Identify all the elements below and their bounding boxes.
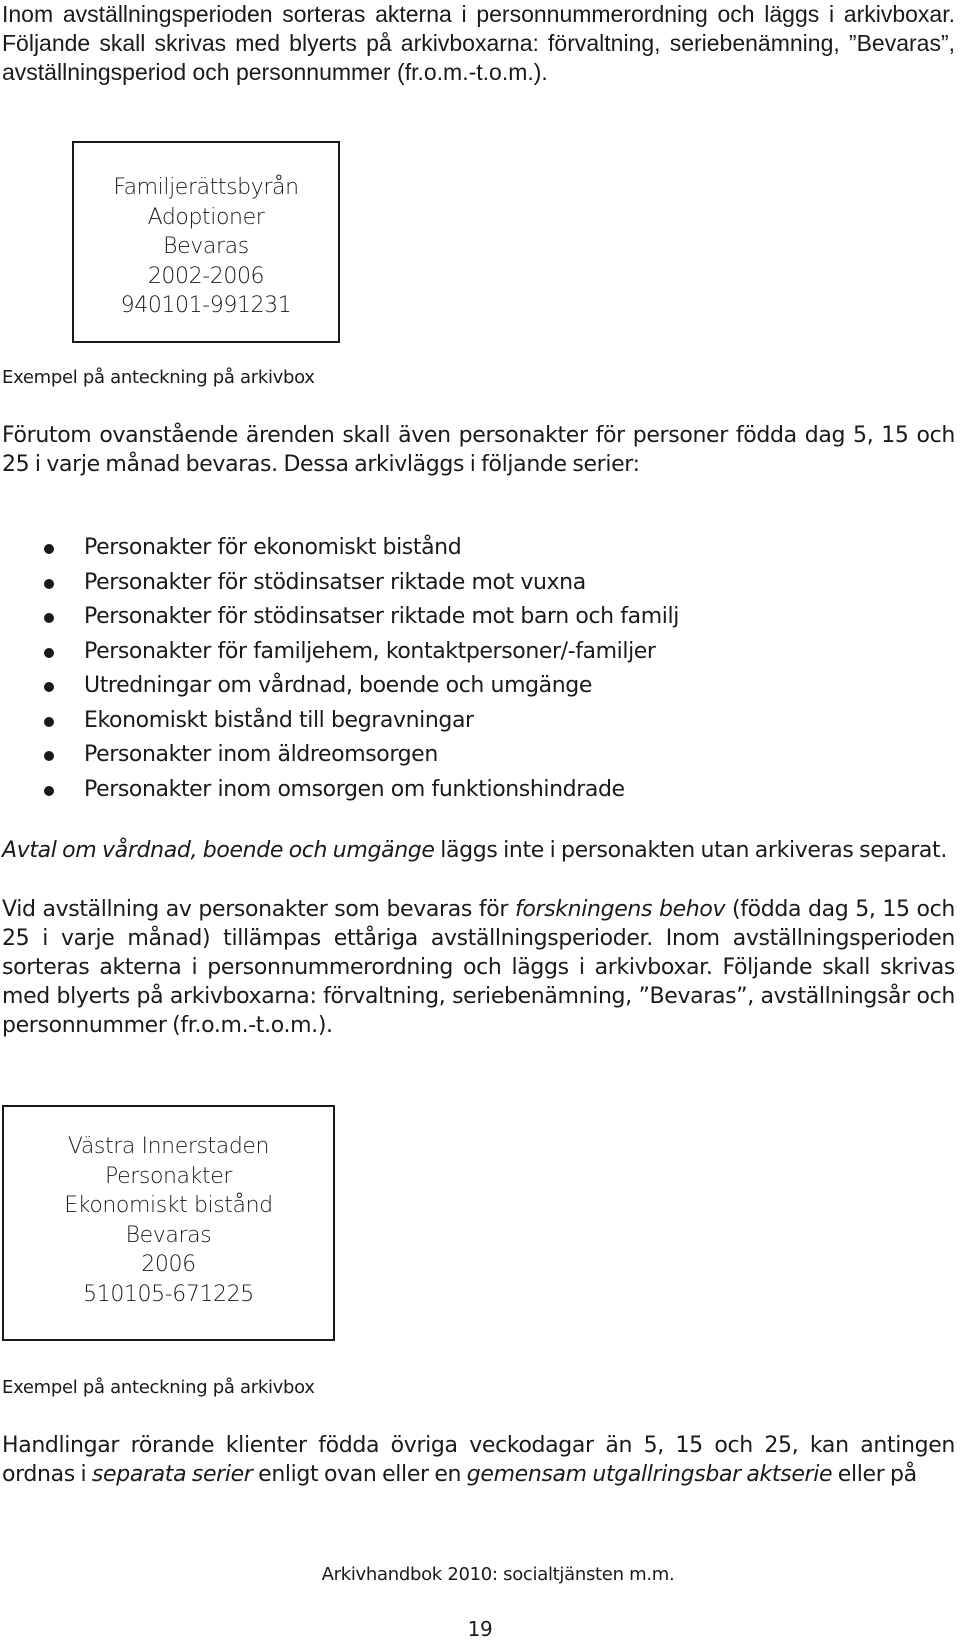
box-caption: Exempel på anteckning på arkivbox [2,1377,315,1398]
bullet-icon [44,786,54,796]
box-caption: Exempel på anteckning på arkivbox [2,367,315,388]
footer-title: Arkivhandbok 2010: socialtjänsten m.m. [321,1564,675,1585]
intro-paragraph: Inom avställningsperioden sorteras akterna i personnummerordning och läggs i arkivboxar. Följande skall skrivas med blyerts på arkivboxarna: förvaltning, seriebenämning, ”Bevaras”, avställningsperiod och personnummer (fr.o.m.-t.o.m.). [2,1,955,85]
box-line: Bevaras [163,234,249,259]
box-line: Personakter [105,1163,232,1189]
paragraph-extra-personakter: Förutom ovanstående ärenden skall även personakter för personer födda dag 5, 15 och 25 i varje månad bevaras. Dessa arkivläggs i följande serier: [2,423,955,477]
archive-box-example-1 [72,141,340,343]
bullet-icon [44,544,54,554]
bullet-icon [44,579,54,589]
list-item-text: Personakter för stödinsatser riktade mot barn och familj [84,604,679,629]
paragraph-text: läggs inte i personakten utan arkiveras separat. [434,838,947,863]
list-item [0,773,940,808]
list-item-text: Personakter inom omsorgen om funktionshindrade [84,776,625,802]
list-item [0,600,940,635]
list-item-text: Personakter för familjehem, kontaktpersoner/-familjer [84,638,656,664]
box-line: Västra Innerstaden [67,1134,270,1159]
italic-emphasis: separata serier [91,1462,253,1487]
list-item [0,704,940,739]
box-line: Adoptioner [147,204,265,230]
box-line: 2002-2006 [147,263,265,289]
box-line: 940101-991231 [120,293,292,318]
paragraph-forskning [2,895,955,1040]
list-item-text: Ekonomiskt bistånd till begravningar [84,707,474,733]
box-line: 2006 [141,1252,196,1277]
archive-box-example-2 [2,1105,335,1341]
list-item-text: Utredningar om vårdnad, boende och umgänge [84,673,593,698]
paragraph-text: enligt ovan eller en [252,1462,467,1487]
list-item-text: Personakter inom äldreomsorgen [84,742,438,767]
paragraph-text: eller på [832,1462,917,1487]
list-item [0,738,940,773]
bullet-icon [44,682,54,692]
paragraph-text: (födda dag 5, 15 och 25 i varje månad) tillämpas ettåriga avställningsperioder. Inom avställningsperioden sorteras akterna i personnummerordning och läggs i arkivboxar. Följande skall skrivas med blyerts på arkivboxarna: förvaltning, seriebenämning, ”Bevaras”, avställningsår och personnummer (fr.o.m.-t.o.m.). [2,897,955,1038]
page-number: 19 [467,1617,493,1641]
bullet-icon [44,717,54,727]
box-line: 510105-671225 [83,1281,254,1307]
list-item [0,531,940,566]
list-item [0,566,940,601]
series-bullet-list [0,531,940,807]
box-line: Bevaras [125,1222,212,1248]
bullet-icon [44,648,54,658]
italic-emphasis: forskningens behov [514,897,726,922]
list-item [0,669,940,704]
italic-emphasis: Avtal om vårdnad, boende och umgänge [2,838,435,863]
paragraph-ovriga-klienter [2,1431,955,1489]
italic-emphasis: gemensam utgallringsbar aktserie [466,1462,833,1487]
list-item-text: Personakter för ekonomiskt bistånd [84,535,462,560]
paragraph-avtal [2,836,955,865]
box-line: Familjerättsbyrån [113,175,299,200]
bullet-icon [44,613,54,623]
list-item [0,635,940,670]
bullet-icon [44,751,54,761]
paragraph-text: Vid avställning av personakter som bevaras för [2,897,515,922]
list-item-text: Personakter för stödinsatser riktade mot vuxna [84,569,586,595]
box-line: Ekonomiskt bistånd [64,1193,273,1218]
paragraph-text: Handlingar rörande klienter födda övriga veckodagar än 5, 15 och 25, kan antingen ordnas i [2,1433,955,1487]
